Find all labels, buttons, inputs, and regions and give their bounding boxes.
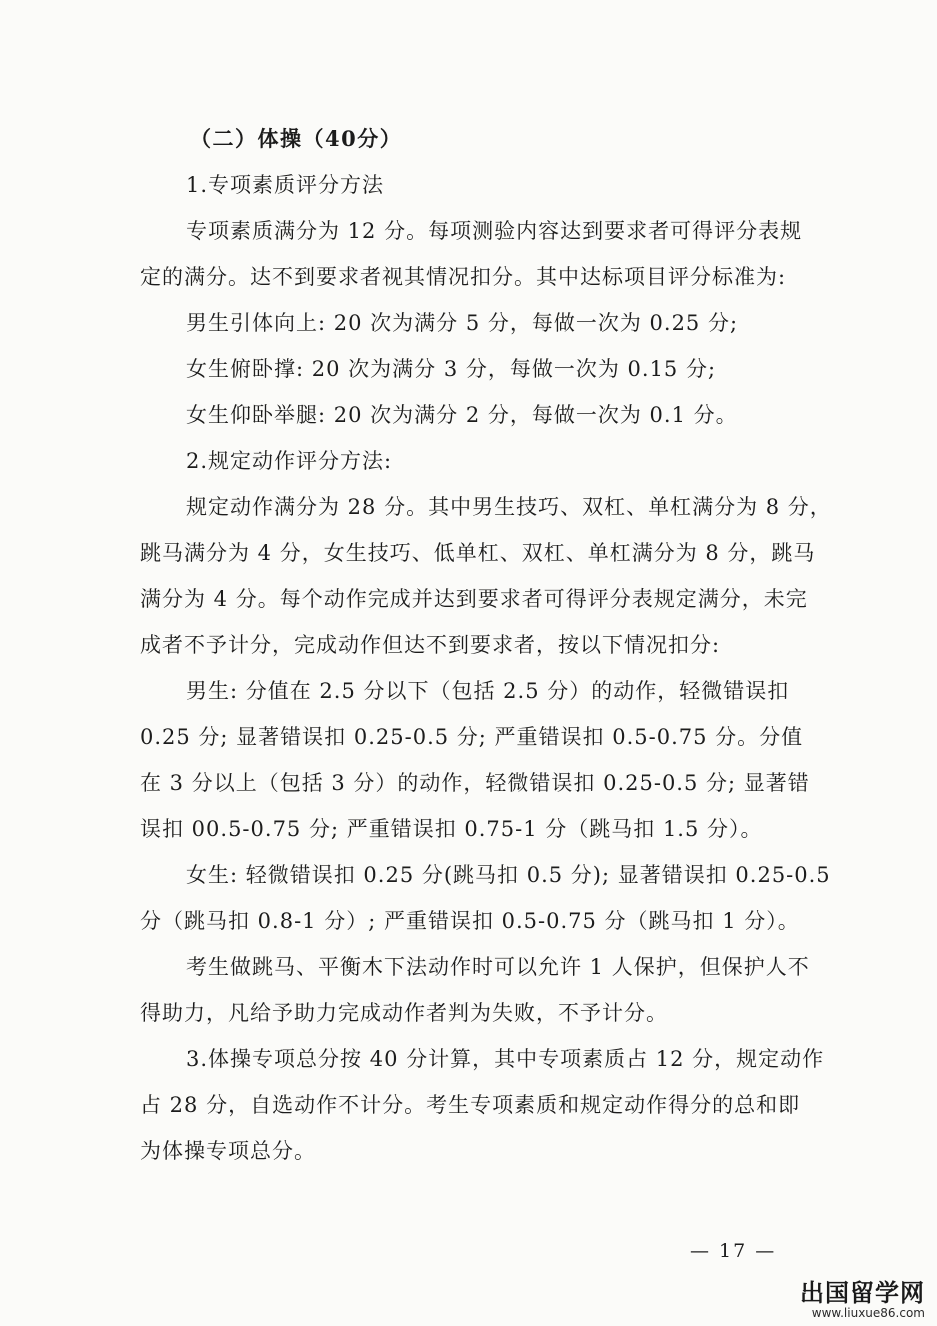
paragraph-line: 女生仰卧举腿: 20 次为满分 2 分，每做一次为 0.1 分。 bbox=[186, 403, 738, 427]
paragraph-line: 分（跳马扣 0.8-1 分）; 严重错误扣 0.5-0.75 分（跳马扣 1 分）。 bbox=[140, 909, 800, 933]
paragraph-line: 跳马满分为 4 分，女生技巧、低单杠、双杠、单杠满分为 8 分，跳马 bbox=[140, 541, 816, 565]
watermark-title: 出国留学网 bbox=[800, 1279, 925, 1308]
paragraph-line: 女生俯卧撑: 20 次为满分 3 分，每做一次为 0.15 分; bbox=[186, 357, 717, 381]
watermark-url: www.liuxue86.com bbox=[811, 1305, 925, 1320]
page-number: — 17 — bbox=[690, 1240, 777, 1262]
paragraph-line: 规定动作满分为 28 分。其中男生技巧、双杠、单杠满分为 8 分， bbox=[186, 495, 832, 519]
paragraph-line: 为体操专项总分。 bbox=[140, 1139, 316, 1163]
paragraph-line: 成者不予计分，完成动作但达不到要求者，按以下情况扣分: bbox=[140, 633, 721, 657]
paragraph-line: 定的满分。达不到要求者视其情况扣分。其中达标项目评分标准为: bbox=[140, 265, 787, 289]
subsection-title-2: 2.规定动作评分方法: bbox=[186, 449, 393, 473]
paragraph-line: 得助力，凡给予助力完成动作者判为失败，不予计分。 bbox=[140, 1001, 668, 1025]
paragraph-line: 占 28 分，自选动作不计分。考生专项素质和规定动作得分的总和即 bbox=[140, 1093, 801, 1117]
subsection-title-3: 3.体操专项总分按 40 分计算，其中专项素质占 12 分，规定动作 bbox=[186, 1047, 825, 1071]
paragraph-line: 考生做跳马、平衡木下法动作时可以允许 1 人保护，但保护人不 bbox=[186, 955, 810, 979]
paragraph-line: 0.25 分; 显著错误扣 0.25-0.5 分; 严重错误扣 0.5-0.75 分。分值 bbox=[140, 725, 804, 749]
paragraph-line: 在 3 分以上（包括 3 分）的动作，轻微错误扣 0.25-0.5 分; 显著错 bbox=[140, 771, 810, 795]
paragraph-line: 男生: 分值在 2.5 分以下（包括 2.5 分）的动作，轻微错误扣 bbox=[186, 679, 790, 703]
subsection-title-1: 1.专项素质评分方法 bbox=[186, 173, 385, 197]
paragraph-line: 女生: 轻微错误扣 0.25 分(跳马扣 0.5 分); 显著错误扣 0.25-0.5 bbox=[186, 863, 831, 887]
paragraph-line: 专项素质满分为 12 分。每项测验内容达到要求者可得评分表规 bbox=[186, 219, 803, 243]
paragraph-line: 满分为 4 分。每个动作完成并达到要求者可得评分表规定满分，未完 bbox=[140, 587, 808, 611]
paragraph-line: 误扣 00.5-0.75 分; 严重错误扣 0.75-1 分（跳马扣 1.5 分）。 bbox=[140, 817, 763, 841]
watermark-logo bbox=[800, 1280, 925, 1320]
section-heading: （二）体操（40分） bbox=[190, 126, 403, 151]
paragraph-line: 男生引体向上: 20 次为满分 5 分，每做一次为 0.25 分; bbox=[186, 311, 739, 335]
